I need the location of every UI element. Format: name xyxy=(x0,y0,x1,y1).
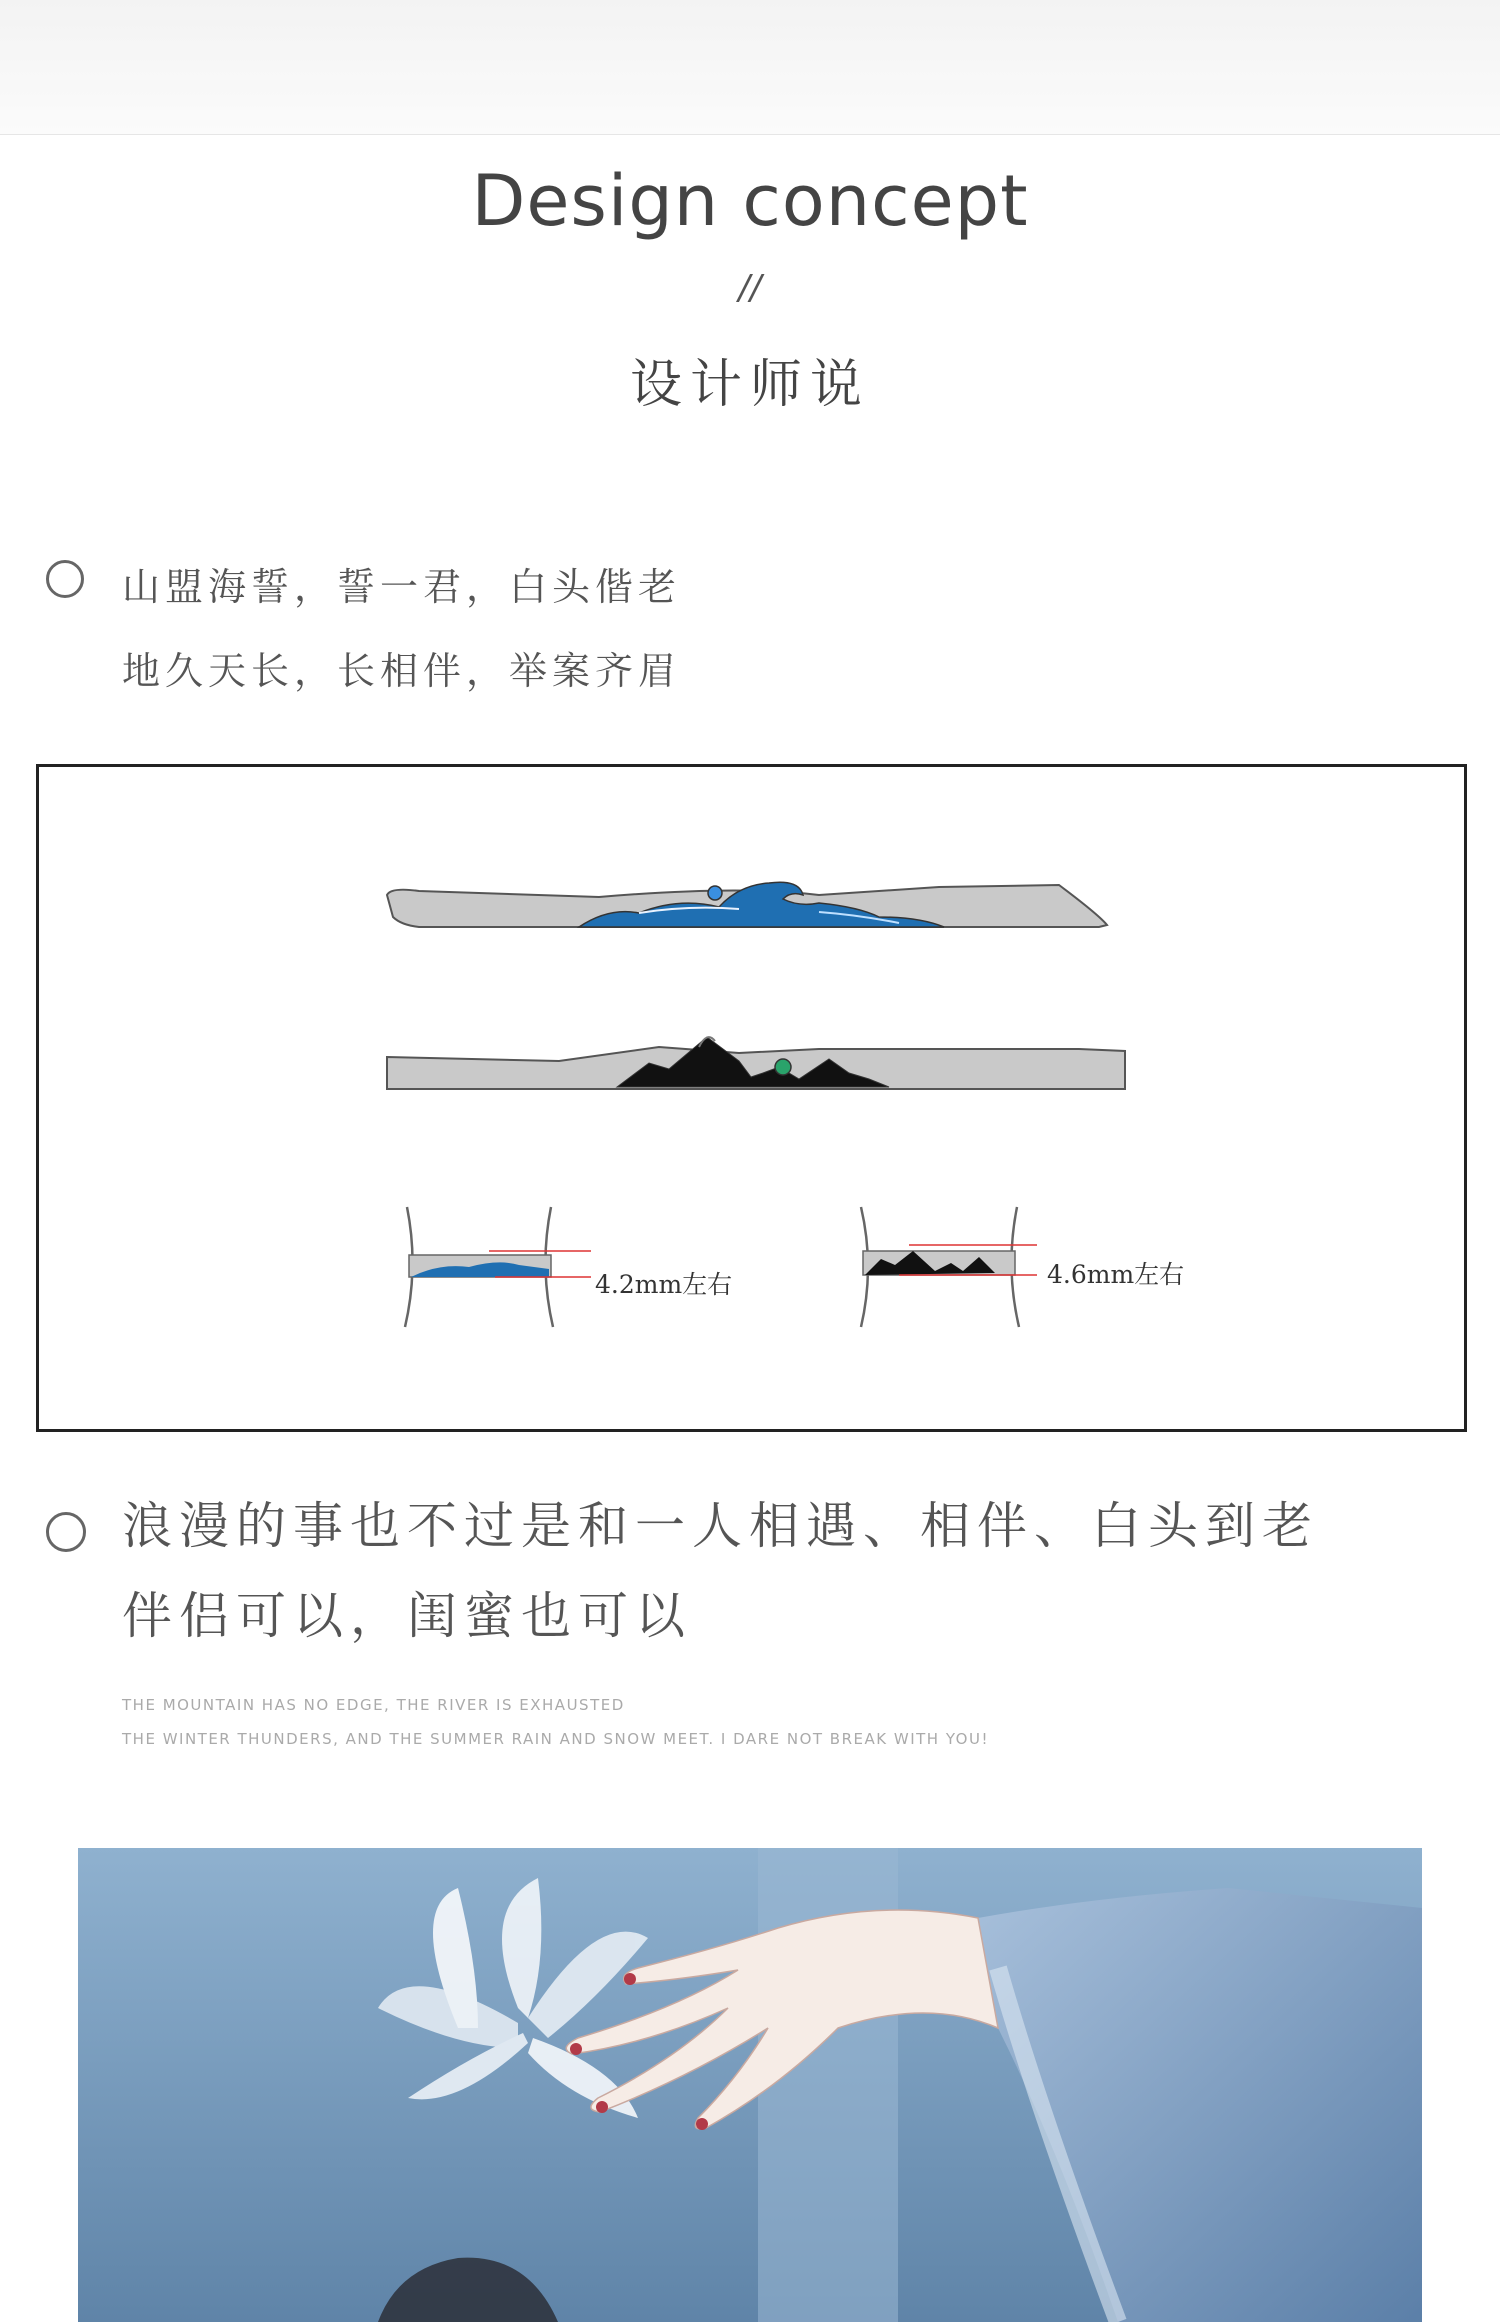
wave-cross-section xyxy=(405,1207,591,1327)
mountain-ring-sketch xyxy=(387,1037,1125,1089)
title-divider: // xyxy=(738,268,762,308)
english-caption-2: THE WINTER THUNDERS, AND THE SUMMER RAIN AND SNOW MEET. I DARE NOT BREAK WITH YOU! xyxy=(122,1730,989,1748)
page-title: Design concept xyxy=(471,160,1029,242)
story-line-1: 浪漫的事也不过是和一人相遇、相伴、白头到老 xyxy=(122,1497,1319,1555)
concept-line-1: 山盟海誓，誓一君，白头偕老 xyxy=(122,565,682,609)
ring-sketches xyxy=(39,767,1470,1435)
wave-ring-sketch xyxy=(387,882,1107,927)
top-bar xyxy=(0,0,1500,135)
mountain-cross-section xyxy=(861,1207,1037,1327)
green-gem-icon xyxy=(775,1059,791,1075)
story-line-2: 伴侣可以，闺蜜也可以 xyxy=(122,1587,692,1645)
wave-width-label: 4.2mm左右 xyxy=(595,1270,733,1299)
illustration-art xyxy=(78,1848,1422,2322)
circle-bullet-icon xyxy=(46,1512,86,1552)
ring-design-diagram xyxy=(36,764,1467,1432)
concept-line-2: 地久天长，长相伴，举案齐眉 xyxy=(122,649,682,693)
english-caption-1: THE MOUNTAIN HAS NO EDGE, THE RIVER IS EXHAUSTED xyxy=(122,1696,625,1714)
lotus-hand-illustration xyxy=(78,1848,1422,2322)
blue-gem-icon xyxy=(708,886,722,900)
page-subtitle: 设计师说 xyxy=(629,355,870,415)
mountain-width-label: 4.6mm左右 xyxy=(1047,1260,1185,1289)
circle-bullet-icon xyxy=(46,560,84,598)
